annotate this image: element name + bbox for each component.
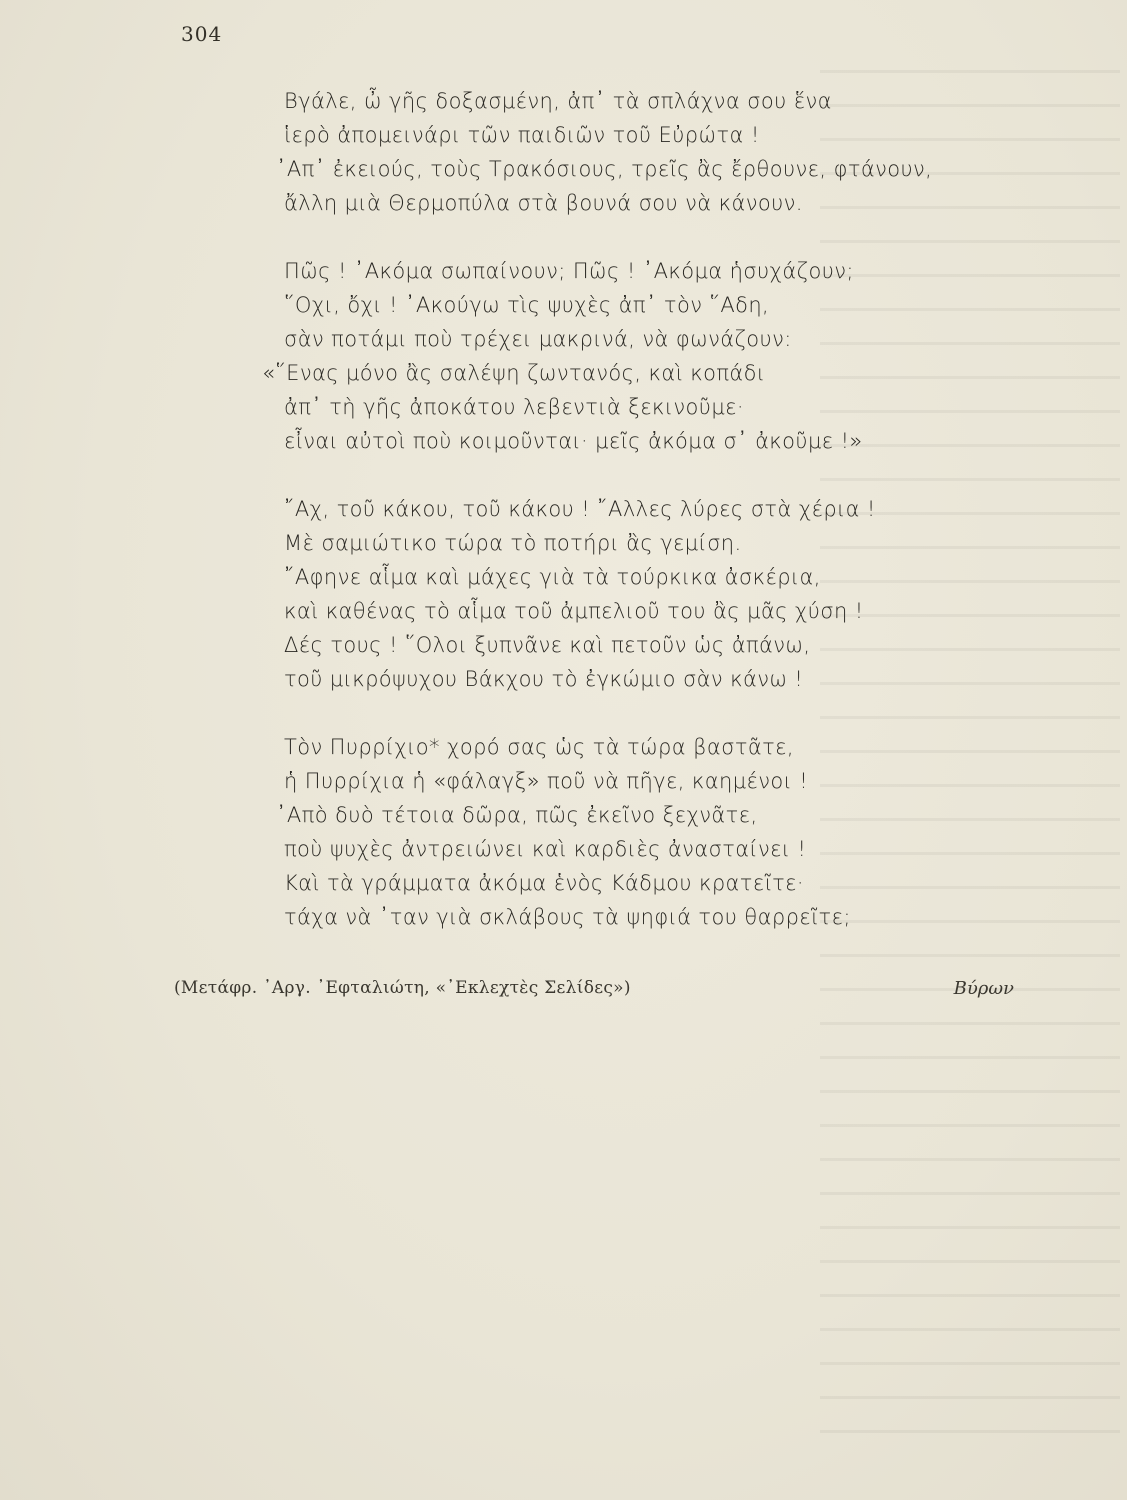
poem-line: Τὸν Πυρρίχιο* χορό σας ὡς τὰ τώρα βαστᾶτε, <box>284 735 795 759</box>
poem-author: Βύρων <box>953 978 1014 999</box>
stanza-3 <box>262 492 1022 696</box>
poem-line: ἱερὸ ἀπομεινάρι τῶν παιδιῶν τοῦ Εὐρώτα ! <box>284 123 760 147</box>
poem-line: ῞Οχι, ὄχι ! ᾿Ακούγω τὶς ψυχὲς ἀπ᾿ τὸν ῞Αδη, <box>284 293 770 317</box>
stanza-1 <box>262 84 1022 220</box>
poem-line: ῎Αφηνε αἷμα καὶ μάχες γιὰ τὰ τούρκικα ἀσκέρια, <box>284 565 821 589</box>
footer <box>174 978 1024 1008</box>
poem-line: Δές τους ! ῞Ολοι ξυπνᾶνε καὶ πετοῦν ὡς ἀπάνω, <box>284 633 811 657</box>
poem-line: «῞Ενας μόνο ἂς σαλέψη ζωντανός, καὶ κοπάδι <box>262 361 766 385</box>
poem-line: ἀπ᾿ τὴ γῆς ἀποκάτου λεβεντιὰ ξεκινοῦμε· <box>284 395 744 419</box>
poem-line: τάχα νὰ ᾿ταν γιὰ σκλάβους τὰ ψηφιά του θαρρεῖτε; <box>284 905 851 929</box>
poem-line: ᾿Απὸ δυὸ τέτοια δῶρα, πῶς ἐκεῖνο ξεχνᾶτε, <box>276 803 758 827</box>
poem-line: εἶναι αὐτοὶ ποὺ κοιμοῦνται· μεῖς ἀκόμα σ᾿ ἀκοῦμε !» <box>284 429 863 453</box>
poem-line: Πῶς ! ᾿Ακόμα σωπαίνουν; Πῶς ! ᾿Ακόμα ἡσυχάζουν; <box>284 259 854 283</box>
poem-line: Καὶ τὰ γράμματα ἀκόμα ἑνὸς Κάδμου κρατεῖτε· <box>284 871 804 895</box>
stanza-4 <box>262 730 1022 934</box>
poem-line: Βγάλε, ὦ γῆς δοξασμένη, ἀπ᾿ τὰ σπλάχνα σου ἕνα <box>284 89 832 113</box>
poem <box>262 84 1022 968</box>
translation-attribution: (Μετάφρ. ᾿Αργ. ᾿Εφταλιώτη, «᾿Εκλεχτὲς Σελίδες») <box>174 978 631 998</box>
poem-line: ῎Αχ, τοῦ κάκου, τοῦ κάκου ! ῎Αλλες λύρες στὰ χέρια ! <box>284 497 876 521</box>
poem-line: Μὲ σαμιώτικο τώρα τὸ ποτήρι ἂς γεμίση. <box>284 531 742 555</box>
poem-line: ποὺ ψυχὲς ἀντρειώνει καὶ καρδιὲς ἀνασταίνει ! <box>284 837 807 861</box>
page-number: 304 <box>181 22 223 46</box>
poem-line: σὰν ποτάμι ποὺ τρέχει μακρινά, νὰ φωνάζουν: <box>284 327 792 351</box>
poem-line: ᾿Απ᾿ ἐκειούς, τοὺς Τρακόσιους, τρεῖς ἂς ἔρθουνε, φτάνουν, <box>276 157 933 181</box>
poem-line: ἄλλη μιὰ Θερμοπύλα στὰ βουνά σου νὰ κάνουν. <box>284 191 803 215</box>
poem-line: τοῦ μικρόψυχου Βάκχου τὸ ἐγκώμιο σὰν κάνω ! <box>284 667 804 691</box>
stanza-2 <box>262 254 1022 458</box>
poem-line: ἡ Πυρρίχια ἡ «φάλαγξ» ποῦ νὰ πῆγε, καημένοι ! <box>284 769 809 793</box>
poem-line: καὶ καθένας τὸ αἷμα τοῦ ἀμπελιοῦ του ἂς μᾶς χύση ! <box>284 599 864 623</box>
